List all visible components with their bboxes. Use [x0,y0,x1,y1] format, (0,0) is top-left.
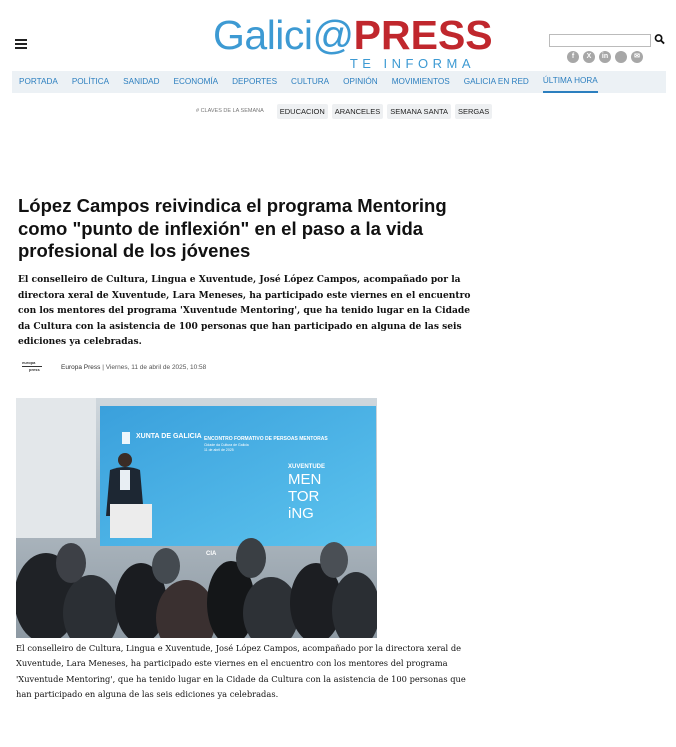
screen-brand-text4: iNG [288,505,314,522]
article-headline: López Campos reivindica el programa Mentoring como "punto de inflexión" en el paso a la vida profesional de los jóvenes [18,195,447,261]
screen-brand-text1: XUVENTUDE [288,464,326,470]
linkedin-icon[interactable]: in [599,51,611,63]
search-icon[interactable] [654,33,665,45]
nav-item-economia[interactable]: ECONOMÍA [173,77,219,86]
article-photo[interactable] [16,398,377,638]
search-input[interactable] [549,34,651,47]
tag-link[interactable]: EDUCACION [277,104,328,119]
europa-press-logo [22,361,44,373]
photo-illustration [16,398,377,638]
tag-link[interactable]: SEMANA SANTA [387,104,451,119]
site-logo[interactable] [213,12,493,71]
menu-icon[interactable] [15,39,27,49]
main-nav [12,71,666,93]
facebook-icon[interactable]: f [567,51,579,63]
tag-link[interactable]: ARANCELES [332,104,383,119]
nav-item-portada[interactable]: PORTADA [19,77,58,86]
nav-item-ultima-hora[interactable]: ÚLTIMA HORA [543,71,598,93]
nav-item-cultura[interactable]: CULTURA [291,77,330,86]
logo-tagline: TE INFORMA [349,56,475,71]
screen-sub1-text: Cidade da Cultura de Galicia [204,443,249,447]
x-icon[interactable]: X [583,51,595,63]
social-links [567,51,643,63]
nav-item-politica[interactable]: POLÍTICA [71,77,110,86]
trending-tags-label: # CLAVES DE LA SEMANA [196,108,264,114]
screen-brand-text3: TOR [288,488,320,505]
tag-link[interactable]: SERGAS [455,104,492,119]
screen-brand-text2: MEN [288,471,322,488]
screen-sub2-text: 11 de abril de 2025 [204,448,234,452]
nav-item-movimientos[interactable]: MOVIMIENTOS [391,77,450,86]
email-icon[interactable]: ✉ [631,51,643,63]
source-logo-line2: press [29,367,40,373]
article-source: Europa Press [61,363,101,371]
rss-icon[interactable] [615,51,627,63]
logo-wordmark [213,12,493,58]
article-lead: El conselleiro de Cultura, Lingua e Xuventude, José López Campos, acompañado por la directora xeral de Xuventude, Lara Meneses, ha participado este viernes en el encuentro con los mentores del programa 'Xuventude Mentoring', que ha tenido lugar en la Cidade da Cultura con la asistencia de 100 personas que han participado en alguna de las seis ediciones ya celebradas. [18,274,471,348]
screen-title-text: ENCONTRO FORMATIVO DE PERSOAS MENTORAS [204,436,328,442]
site-header [0,0,676,70]
nav-item-opinion[interactable]: OPINIÓN [343,77,378,86]
source-logo-line1: europa [22,360,36,365]
logo-galicia: Galici@ [213,12,354,58]
lectern-text: CIA [206,551,217,557]
logo-press: PRESS [353,12,493,58]
article-byline [22,360,206,374]
byline-text [61,364,206,371]
trending-tags [196,103,496,119]
article-date: | Viernes, 11 de abril de 2025, 10:58 [100,363,207,371]
nav-item-deportes[interactable]: DEPORTES [232,77,278,86]
photo-caption: El conselleiro de Cultura, Lingua e Xuventude, José López Campos, acompañado por la directora xeral de Xuventude, Lara Meneses, ha participado este viernes en el encuentro con los mentores del programa 'Xuventude Mentoring', que ha tenido lugar en la Cidade da Cultura con la asistencia de 100 personas que han participado en alguna de las seis ediciones ya celebradas. [16,643,466,700]
nav-item-sanidad[interactable]: SANIDAD [123,77,160,86]
nav-item-galicia-en-red[interactable]: GALICIA EN RED [463,77,529,86]
screen-logo-text: XUNTA DE GALICIA [136,433,202,440]
